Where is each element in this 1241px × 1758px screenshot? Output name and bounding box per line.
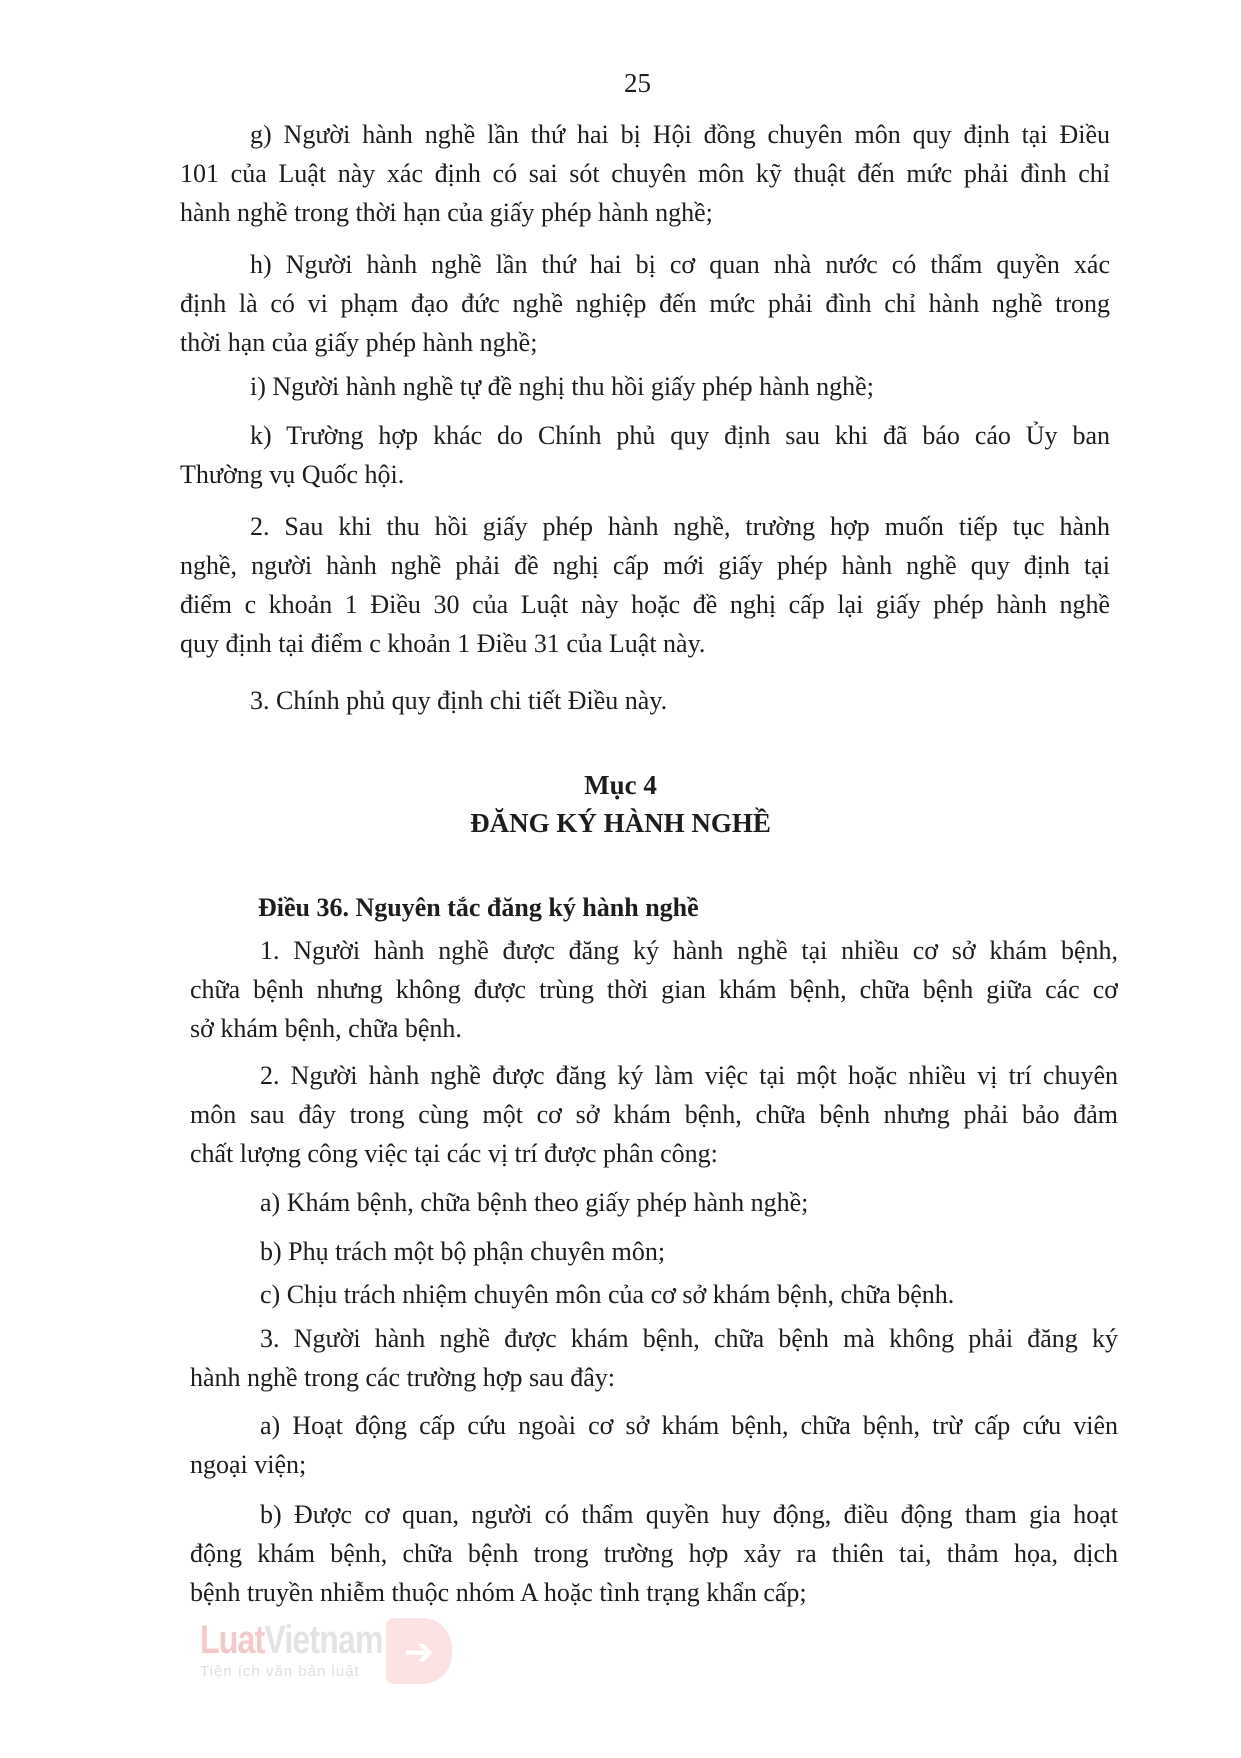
text-line: hành nghề trong thời hạn của giấy phép hành nghề; [180, 198, 713, 227]
paragraph [180, 367, 1110, 406]
page-number: 25 [624, 68, 651, 98]
paragraph [180, 507, 1110, 663]
arrow-logo-icon: ➔ [386, 1618, 452, 1684]
text-line: b) Phụ trách một bộ phận chuyên môn; [260, 1237, 666, 1266]
text-line: thời hạn của giấy phép hành nghề; [180, 328, 538, 357]
text-line: 2. Người hành nghề được đăng ký làm việc tại một hoặc nhiều vị trí chuyên [260, 1061, 1118, 1090]
text-line: nghề, người hành nghề phải đề nghị cấp mới giấy phép hành nghề quy định tại [180, 551, 1110, 580]
text-line: chữa bệnh nhưng không được trùng thời gian khám bệnh, chữa bệnh giữa các cơ [190, 975, 1118, 1004]
paragraph [190, 1183, 1118, 1222]
text-line: c) Chịu trách nhiệm chuyên môn của cơ sở khám bệnh, chữa bệnh. [260, 1280, 955, 1309]
text-line: Thường vụ Quốc hội. [180, 460, 405, 489]
paragraph [190, 1406, 1118, 1484]
text-line: điểm c khoản 1 Điều 30 của Luật này hoặc đề nghị cấp lại giấy phép hành nghề [180, 590, 1110, 619]
luatvietnam-watermark-logo: LuatVietnam Tiện ích văn bản luật ➔ [200, 1618, 460, 1698]
text-line: 101 của Luật này xác định có sai sót chuyên môn kỹ thuật đến mức phải đình chỉ [180, 159, 1110, 188]
text-line: định là có vi phạm đạo đức nghề nghiệp đến mức phải đình chỉ hành nghề trong [180, 289, 1110, 318]
text-line: k) Trường hợp khác do Chính phủ quy định sau khi đã báo cáo Ủy ban [250, 421, 1110, 450]
text-line: bệnh truyền nhiễm thuộc nhóm A hoặc tình trạng khẩn cấp; [190, 1578, 807, 1607]
text-line: g) Người hành nghề lần thứ hai bị Hội đồng chuyên môn quy định tại Điều [250, 120, 1110, 149]
paragraph [190, 1495, 1118, 1612]
paragraph [180, 416, 1110, 494]
text-line: động khám bệnh, chữa bệnh trong trường hợp xảy ra thiên tai, thảm họa, dịch [190, 1539, 1118, 1568]
text-line: hành nghề trong các trường hợp sau đây: [190, 1363, 615, 1392]
text-line: sở khám bệnh, chữa bệnh. [190, 1014, 462, 1043]
paragraph [190, 1275, 1118, 1314]
text-line: 1. Người hành nghề được đăng ký hành nghề tại nhiều cơ sở khám bệnh, [260, 936, 1118, 965]
paragraph [180, 681, 1110, 720]
text-line: 3. Người hành nghề được khám bệnh, chữa bệnh mà không phải đăng ký [260, 1324, 1118, 1353]
paragraph [180, 115, 1110, 232]
article-heading [258, 888, 1186, 927]
article-heading-text: Điều 36. Nguyên tắc đăng ký hành nghề [258, 893, 699, 922]
text-line: ngoại viện; [190, 1450, 307, 1479]
text-line: môn sau đây trong cùng một cơ sở khám bệnh, chữa bệnh nhưng phải bảo đảm [190, 1100, 1118, 1129]
section-subtitle: ĐĂNG KÝ HÀNH NGHỀ [470, 808, 771, 838]
paragraph [190, 1319, 1118, 1397]
text-line: quy định tại điểm c khoản 1 Điều 31 của Luật này. [180, 629, 706, 658]
text-line: h) Người hành nghề lần thứ hai bị cơ quan nhà nước có thẩm quyền xác [250, 250, 1110, 279]
text-line: a) Khám bệnh, chữa bệnh theo giấy phép hành nghề; [260, 1188, 809, 1217]
text-line: i) Người hành nghề tự đề nghị thu hồi giấy phép hành nghề; [250, 372, 874, 401]
text-line: 2. Sau khi thu hồi giấy phép hành nghề, trường hợp muốn tiếp tục hành [250, 512, 1110, 541]
section-title: Mục 4 [584, 770, 657, 800]
paragraph [190, 1056, 1118, 1173]
text-line: b) Được cơ quan, người có thẩm quyền huy động, điều động tham gia hoạt [260, 1500, 1118, 1529]
text-line: 3. Chính phủ quy định chi tiết Điều này. [250, 686, 668, 715]
paragraph [190, 1232, 1118, 1271]
paragraph [180, 245, 1110, 362]
text-line: a) Hoạt động cấp cứu ngoài cơ sở khám bệnh, chữa bệnh, trừ cấp cứu viên [260, 1411, 1118, 1440]
text-line: chất lượng công việc tại các vị trí được phân công: [190, 1139, 718, 1168]
paragraph [190, 931, 1118, 1048]
